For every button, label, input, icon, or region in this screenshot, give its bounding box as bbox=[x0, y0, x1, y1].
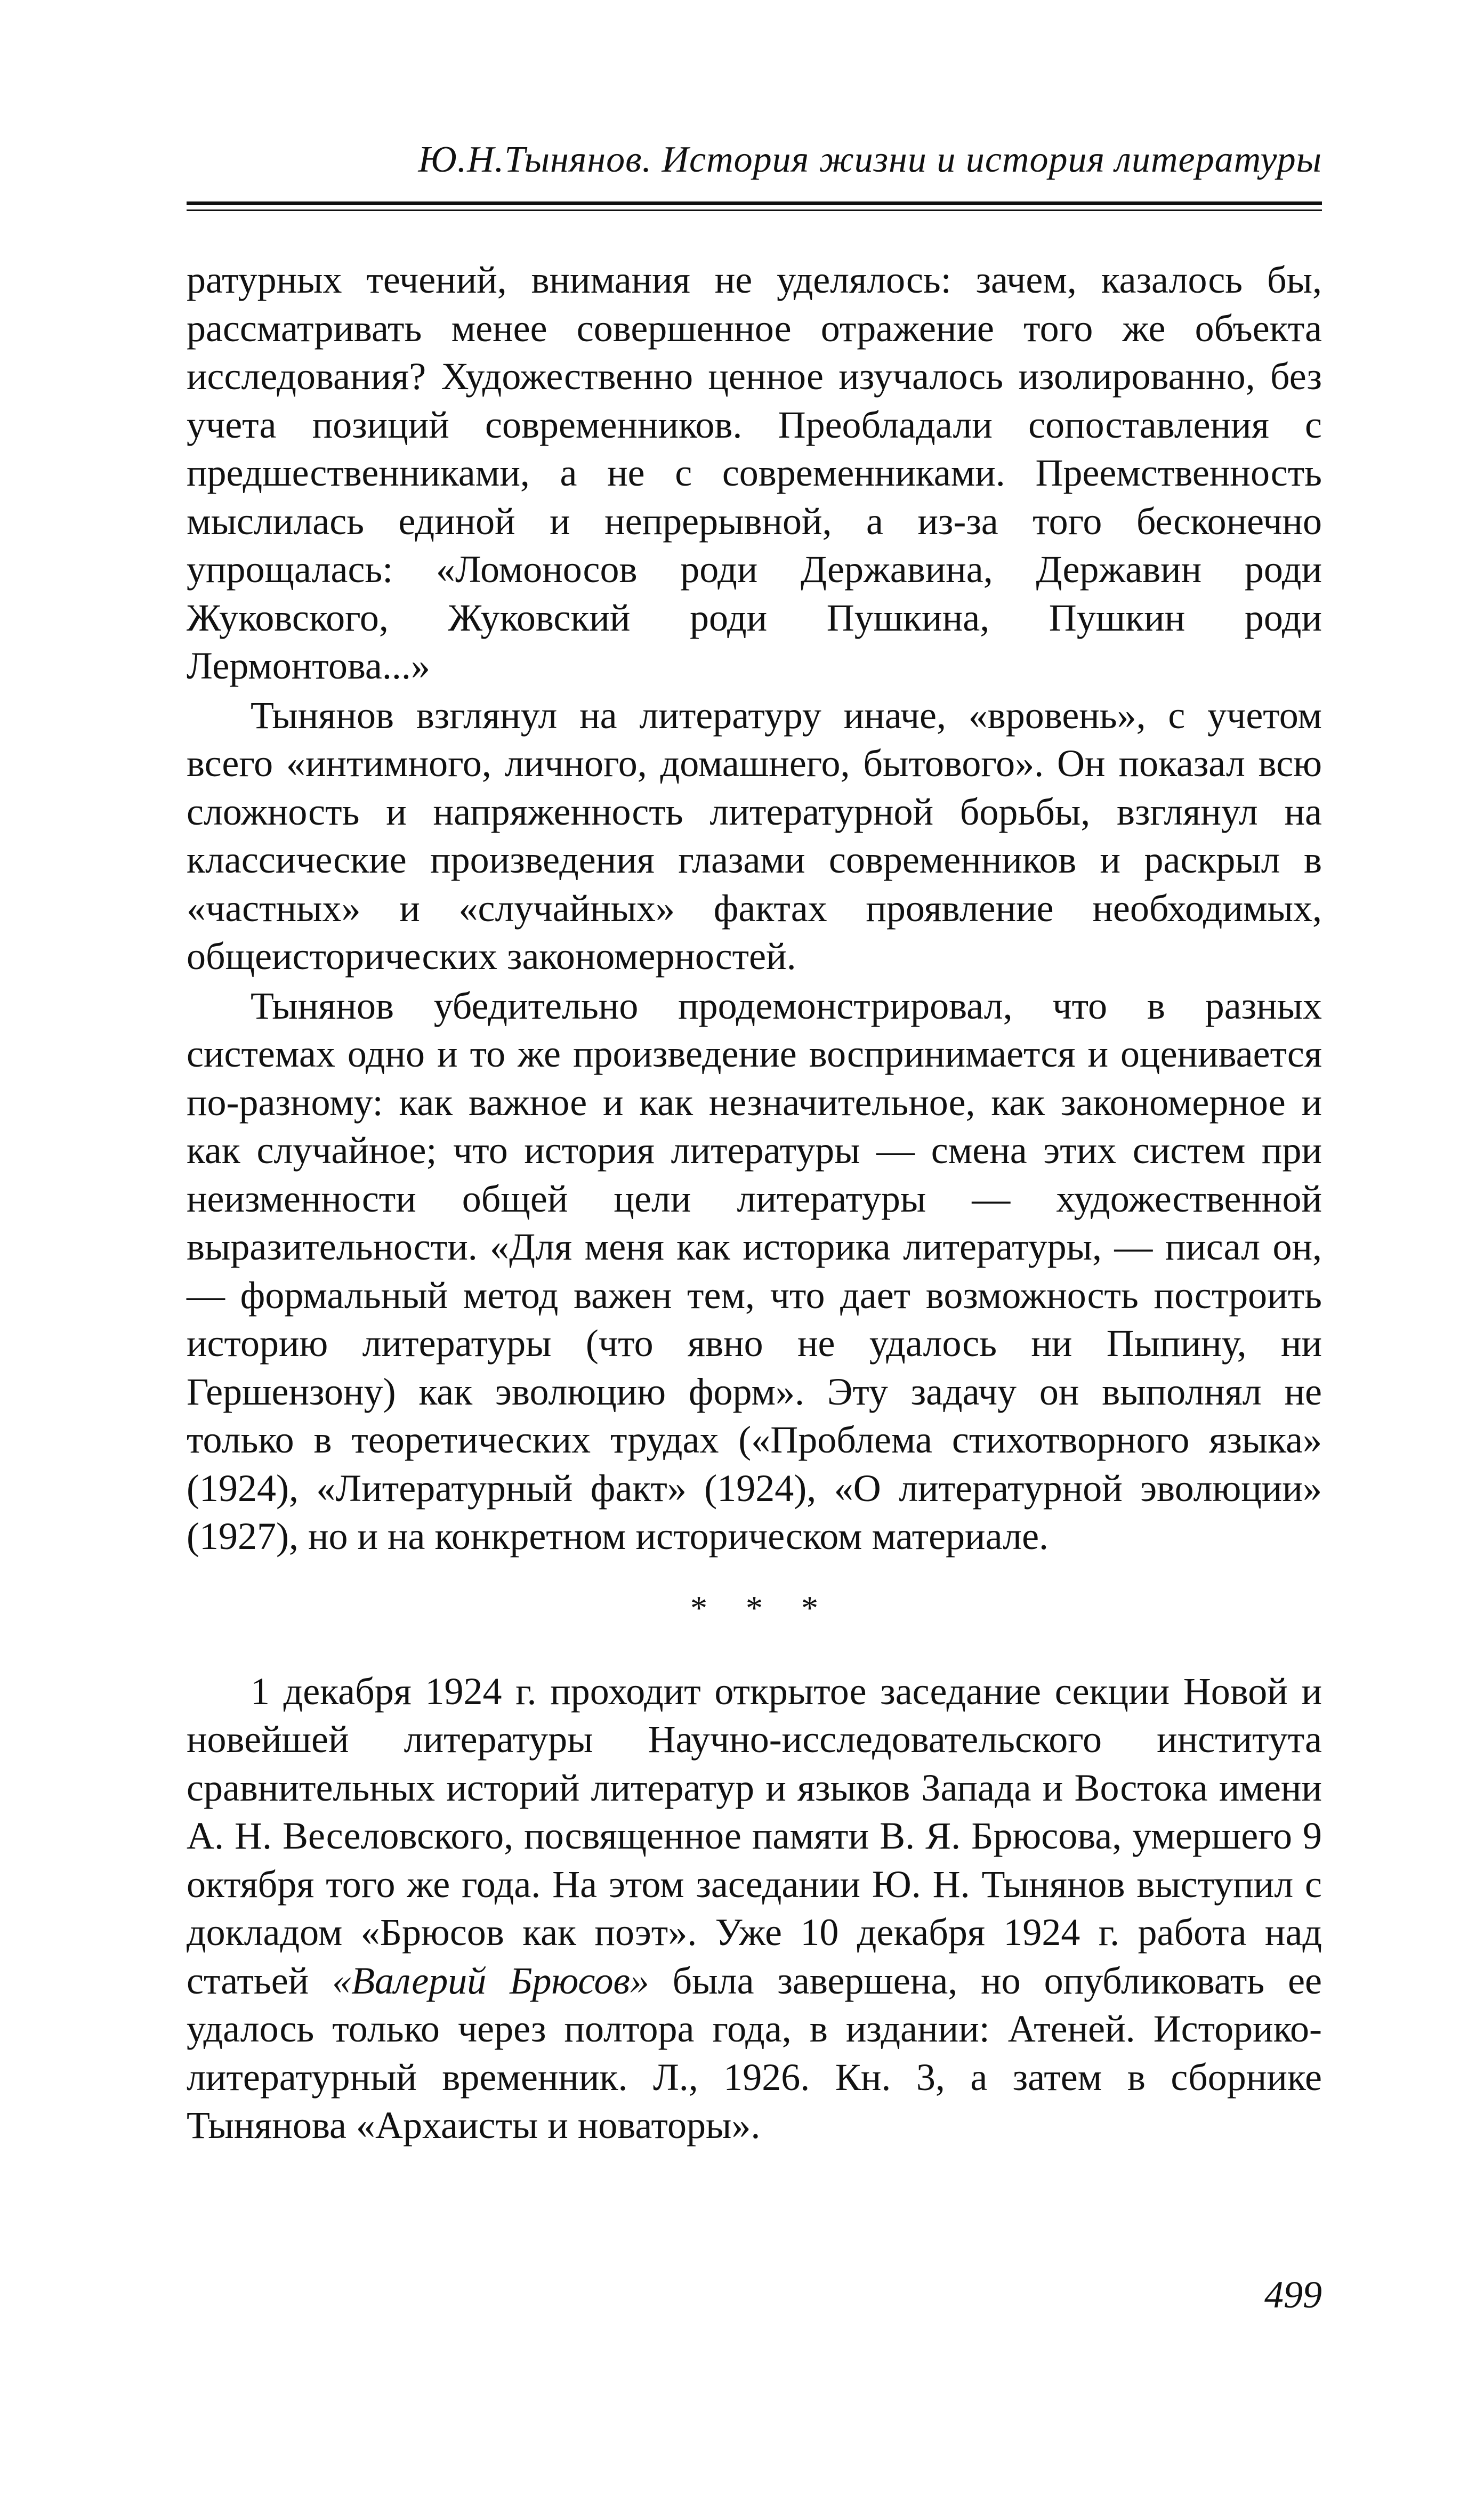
paragraph-4-text-end: была завершена, но опубликовать ее удалось только через полтора года, в издании: Атеней. Историко-литературный временник. Л., 1926. Кн. 3, а затем в сборнике Тынянова «Архаисты и новаторы». bbox=[187, 1959, 1322, 2147]
header-rule-thick bbox=[187, 201, 1322, 205]
body-text bbox=[187, 256, 1322, 2150]
paragraph-4-text-start: 1 декабря 1924 г. проходит открытое заседание секции Новой и новейшей литературы Научно-исследовательского института сравнительных историй литератур и языков Запада и Востока имени А. Н. Веселовского, посвященное памяти В. Я. Брюсова, умершего 9 октября того же года. На этом заседании Ю. Н. Тынянов выступил с докладом «Брюсов как поэт». Уже 10 декабря 1924 г. работа над статьей bbox=[187, 1669, 1322, 2002]
paragraph-3: Тынянов убедительно продемонстрировал, что в разных системах одно и то же произведение воспринимается и оценивается по-разному: как важное и как незначительное, как закономерное и как случайное; что история литературы — смена этих систем при неизменности общей цели литературы — художественной выразительности. «Для меня как историка литературы, — писал он, — формальный метод важен тем, что дает возможность построить историю литературы (что явно не удалось ни Пыпину, ни Гершензону) как эволюцию форм». Эту задачу он выполнял не только в теоретических трудах («Проблема стихотворного языка» (1924), «Литературный факт» (1924), «О литературной эволюции» (1927), но и на конкретном историческом материале. bbox=[187, 984, 1322, 1558]
running-head: Ю.Н.Тынянов. История жизни и история литературы bbox=[418, 139, 1322, 180]
section-separator: * * * bbox=[690, 1588, 833, 1627]
header-rule-thin bbox=[187, 209, 1322, 211]
page-number: 499 bbox=[1264, 2273, 1322, 2316]
paragraph-4 bbox=[187, 1667, 1322, 2150]
paragraph-1: ратурных течений, внимания не уделялось: зачем, казалось бы, рассматривать менее совершенное отражение того же объекта исследования? Художественно ценное изучалось изолированно, без учета позиций современников. Преобладали сопоставления с предшественниками, а не с современниками. Преемственность мыслилась единой и непрерывной, а из-за того бесконечно упрощалась: «Ломоносов роди Державина, Державин роди Жуковского, Жуковский роди Пушкина, Пушкин роди Лермонтова...» bbox=[187, 259, 1322, 687]
article-title-italic: «Валерий Брюсов» bbox=[332, 1959, 649, 2002]
paragraph-2: Тынянов взглянул на литературу иначе, «вровень», с учетом всего «интимного, личного, домашнего, бытового». Он показал всю сложность и напряженность литературной борьбы, взглянул на классические произведения глазами современников и раскрыл в «частных» и «случайных» фактах проявление необходимых, общеисторических закономерностей. bbox=[187, 693, 1322, 978]
